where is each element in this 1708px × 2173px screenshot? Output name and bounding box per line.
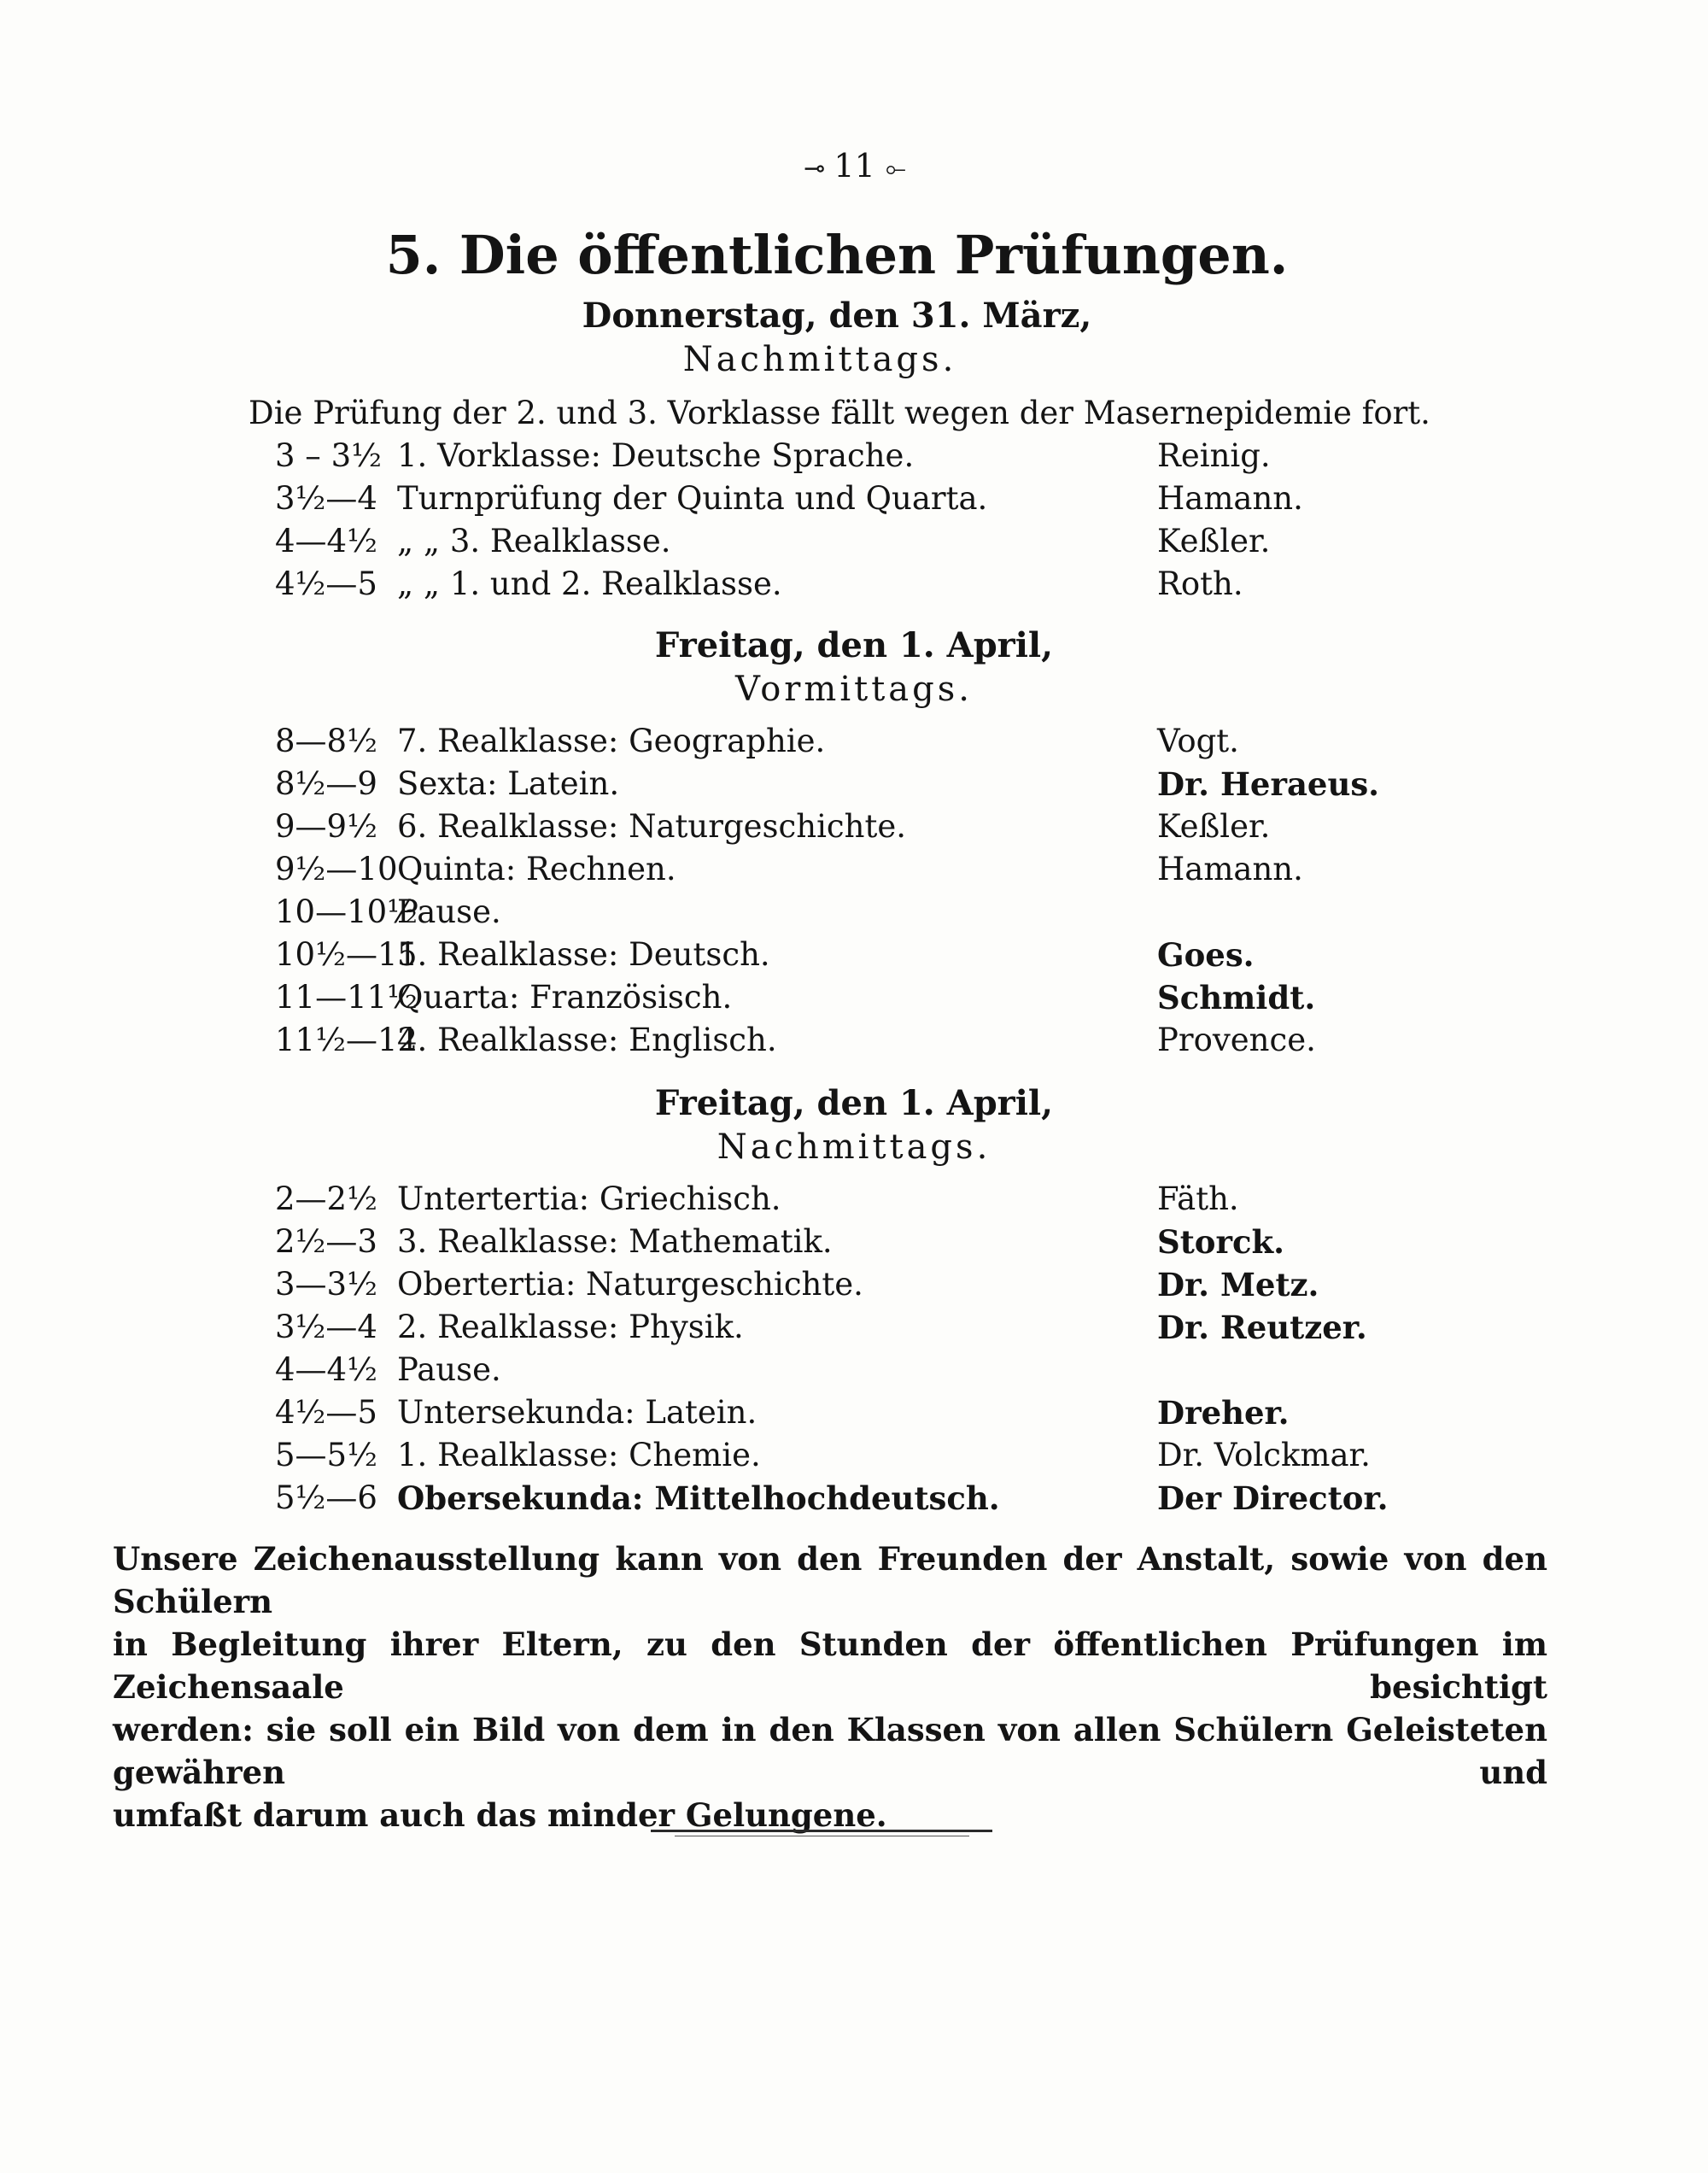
schedule-row (0, 1022, 1708, 1064)
paragraph-line: werden: sie soll ein Bild von dem in den Klassen von allen Schülern Geleisteten gewähren und (113, 1711, 1547, 1791)
row-subject: Pause. (397, 893, 501, 930)
row-subject: 1. Vorklasse: Deutsche Sprache. (397, 437, 915, 474)
paragraph-line: in Begleitung ihrer Eltern, zu den Stunden der öffentlichen Prüfungen im Zeichensaale besichtigt (113, 1625, 1547, 1706)
schedule-row (0, 1394, 1708, 1437)
ornament-right-icon: ⟜ (885, 154, 904, 184)
closing-paragraph (113, 1538, 1547, 1836)
row-subject: Quarta: Französisch. (397, 979, 733, 1016)
row-time: 10½—11 (275, 936, 418, 973)
row-time: 4½—5 (275, 1394, 377, 1431)
section-day-heading: Freitag, den 1. April, (654, 625, 1054, 665)
section-day-heading: Freitag, den 1. April, (654, 1083, 1054, 1123)
paragraph-line: Unsere Zeichenausstellung kann von den Freunden der Anstalt, sowie von den Schülern (113, 1540, 1547, 1620)
schedule-row (0, 893, 1708, 936)
row-teacher: Reinig. (1157, 437, 1271, 474)
row-subject: Obertertia: Naturgeschichte. (397, 1266, 863, 1303)
row-time: 4—4½ (275, 523, 377, 559)
closing-rule (651, 1830, 992, 1832)
schedule-row (0, 1351, 1708, 1394)
row-teacher: Dr. Volckmar. (1157, 1437, 1371, 1473)
schedule-row (0, 1309, 1708, 1351)
row-time: 8½—9 (275, 765, 377, 802)
cancellation-notice: Die Prüfung der 2. und 3. Vorklasse fällt wegen der Masernepidemie fort. (249, 395, 1430, 431)
schedule-row (0, 851, 1708, 893)
row-teacher: Dr. Heraeus. (1157, 765, 1380, 803)
row-subject: 4. Realklasse: Englisch. (397, 1022, 777, 1058)
row-subject: Untersekunda: Latein. (397, 1394, 757, 1431)
row-time: 2—2½ (275, 1180, 377, 1217)
row-subject: Turnprüfung der Quinta und Quarta. (397, 480, 988, 517)
row-time: 5½—6 (275, 1479, 377, 1516)
row-subject: Quinta: Rechnen. (397, 851, 676, 887)
section-period-heading: Nachmittags. (682, 340, 957, 379)
row-time: 8—8½ (275, 723, 377, 759)
row-teacher: Hamann. (1157, 480, 1303, 517)
row-subject: Pause. (397, 1351, 501, 1388)
row-subject: 5. Realklasse: Deutsch. (397, 936, 770, 973)
page-number: 11 (834, 147, 875, 184)
section-period-heading: Vormittags. (735, 670, 973, 709)
paragraph-line: umfaßt darum auch das minder Gelungene. (113, 1796, 887, 1834)
row-subject: „ „ 3. Realklasse. (397, 523, 671, 559)
row-time: 9—9½ (275, 808, 377, 845)
row-subject: 2. Realklasse: Physik. (397, 1309, 744, 1345)
row-time: 10—10½ (275, 893, 418, 930)
schedule-row (0, 1180, 1708, 1223)
row-time: 11—11½ (275, 979, 418, 1016)
schedule-row (0, 936, 1708, 979)
schedule-row (0, 979, 1708, 1022)
schedule-row (0, 565, 1708, 608)
row-teacher: Hamann. (1157, 851, 1303, 887)
row-subject: 3. Realklasse: Mathematik. (397, 1223, 833, 1260)
row-time: 4—4½ (275, 1351, 377, 1388)
row-subject: 6. Realklasse: Naturgeschichte. (397, 808, 906, 845)
row-teacher: Storck. (1157, 1223, 1285, 1261)
row-teacher: Goes. (1157, 936, 1255, 974)
schedule-row (0, 1223, 1708, 1266)
row-teacher: Dreher. (1157, 1394, 1290, 1432)
schedule-row (0, 1437, 1708, 1479)
section-period-heading: Nachmittags. (717, 1128, 991, 1167)
row-teacher: Roth. (1157, 565, 1243, 602)
row-teacher: Fäth. (1157, 1180, 1239, 1217)
row-subject: Untertertia: Griechisch. (397, 1180, 781, 1217)
row-time: 3½—4 (275, 1309, 377, 1345)
schedule-row (0, 1479, 1708, 1522)
row-subject: Sexta: Latein. (397, 765, 620, 802)
row-time: 9½—10 (275, 851, 398, 887)
row-subject: Obersekunda: Mittelhochdeutsch. (397, 1479, 1000, 1517)
row-time: 3½—4 (275, 480, 377, 517)
row-subject: „ „ 1. und 2. Realklasse. (397, 565, 782, 602)
row-time: 3 – 3½ (275, 437, 382, 474)
schedule-row (0, 480, 1708, 523)
row-time: 4½—5 (275, 565, 377, 602)
row-time: 3—3½ (275, 1266, 377, 1303)
schedule-row (0, 723, 1708, 765)
row-subject: 1. Realklasse: Chemie. (397, 1437, 761, 1473)
row-teacher: Vogt. (1157, 723, 1239, 759)
ornament-left-icon: ⊸ (804, 154, 824, 184)
page-number-line (0, 147, 1708, 184)
schedule-row (0, 1266, 1708, 1309)
schedule-row (0, 523, 1708, 565)
schedule-row (0, 437, 1708, 480)
section-title: 5. Die öffentlichen Prüfungen. (385, 224, 1289, 286)
row-time: 11½—12 (275, 1022, 418, 1058)
row-teacher: Der Director. (1157, 1479, 1389, 1517)
row-subject: 7. Realklasse: Geographie. (397, 723, 826, 759)
row-teacher: Provence. (1157, 1022, 1316, 1058)
schedule-row (0, 765, 1708, 808)
row-time: 2½—3 (275, 1223, 377, 1260)
row-teacher: Schmidt. (1157, 979, 1316, 1016)
schedule-row (0, 808, 1708, 851)
row-teacher: Keßler. (1157, 523, 1271, 559)
section-day-heading: Donnerstag, den 31. März, (582, 296, 1092, 336)
row-teacher: Keßler. (1157, 808, 1271, 845)
row-teacher: Dr. Reutzer. (1157, 1309, 1367, 1346)
row-teacher: Dr. Metz. (1157, 1266, 1319, 1303)
row-time: 5—5½ (275, 1437, 377, 1473)
